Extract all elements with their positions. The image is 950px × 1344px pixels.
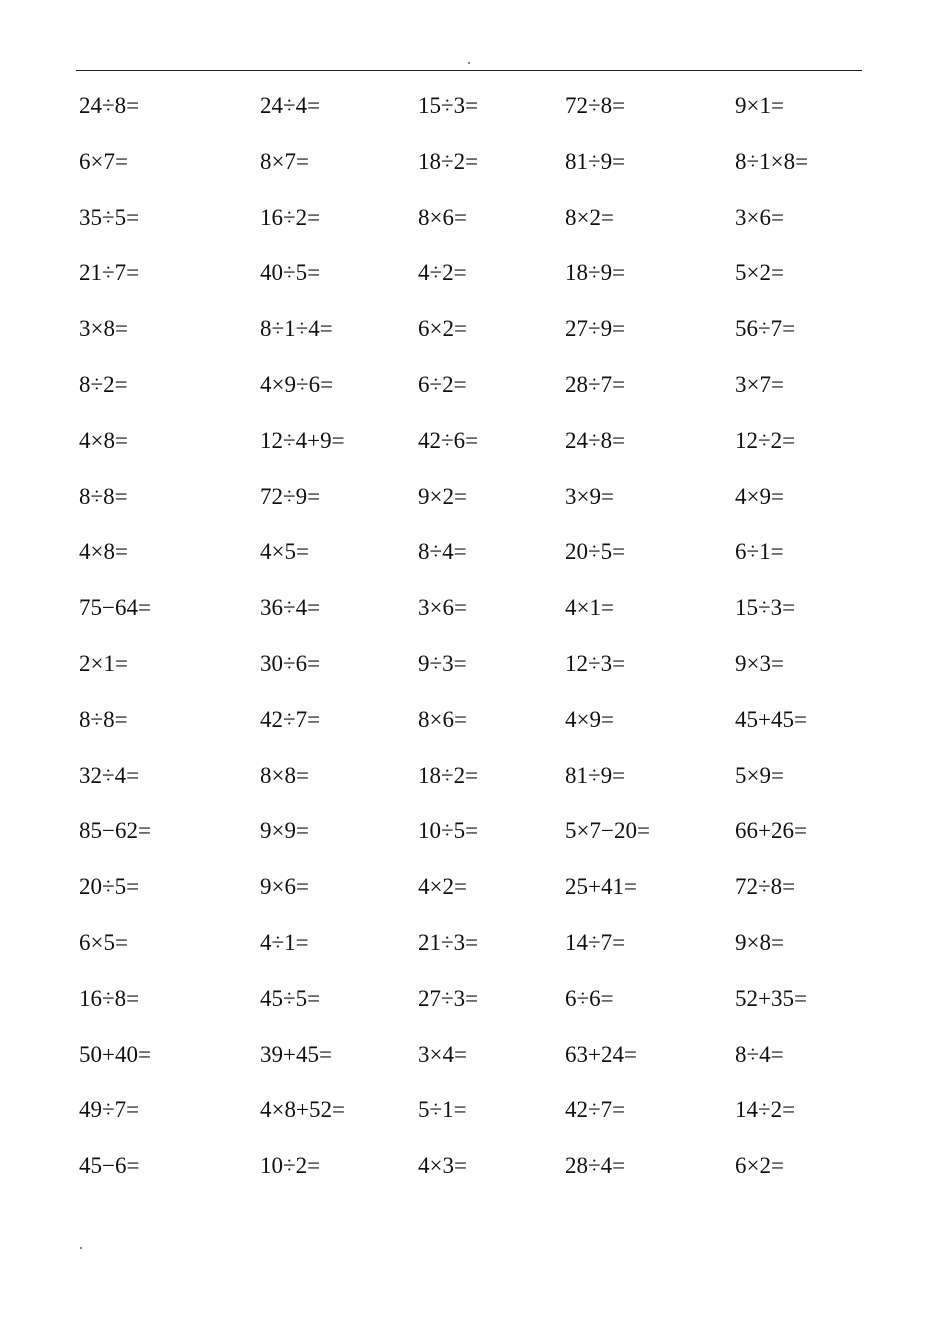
arithmetic-problem: 39+45=: [260, 1041, 332, 1067]
arithmetic-problem: 4×9÷6=: [260, 371, 334, 397]
worksheet-row: [0, 78, 950, 134]
arithmetic-problem: 9÷3=: [418, 650, 467, 676]
arithmetic-problem: 8÷4=: [735, 1041, 784, 1067]
arithmetic-problem: 2×1=: [79, 650, 128, 676]
worksheet-grid: [0, 78, 950, 1194]
arithmetic-problem: 32÷4=: [79, 762, 140, 788]
arithmetic-problem: 12÷3=: [565, 650, 626, 676]
worksheet-row: [0, 1027, 950, 1083]
arithmetic-problem: 9×9=: [260, 818, 309, 844]
arithmetic-problem: 36÷4=: [260, 595, 321, 621]
arithmetic-problem: 20÷5=: [79, 874, 140, 900]
arithmetic-problem: 3×8=: [79, 316, 128, 342]
arithmetic-problem: 4×9=: [735, 483, 784, 509]
arithmetic-problem: 6×7=: [79, 148, 128, 174]
arithmetic-problem: 35÷5=: [79, 204, 140, 230]
arithmetic-problem: 6×2=: [418, 316, 467, 342]
arithmetic-problem: 24÷4=: [260, 93, 321, 118]
worksheet-row: [0, 748, 950, 804]
arithmetic-problem: 24÷8=: [565, 427, 626, 453]
arithmetic-problem: 3×6=: [418, 595, 467, 621]
arithmetic-problem: 18÷2=: [418, 762, 479, 788]
arithmetic-problem: 4×8=: [79, 539, 128, 565]
arithmetic-problem: 18÷9=: [565, 260, 626, 286]
arithmetic-problem: 85−62=: [79, 818, 151, 844]
arithmetic-problem: 45+45=: [735, 706, 807, 732]
arithmetic-problem: 6×2=: [735, 1153, 784, 1179]
arithmetic-problem: 6÷2=: [418, 371, 467, 397]
arithmetic-problem: 15÷3=: [735, 595, 796, 621]
arithmetic-problem: 75−64=: [79, 595, 151, 621]
page-dot-bottom: [80, 1247, 82, 1249]
arithmetic-problem: 27÷9=: [565, 316, 626, 342]
arithmetic-problem: 5÷1=: [418, 1097, 467, 1123]
arithmetic-problem: 4×3=: [418, 1153, 467, 1179]
arithmetic-problem: 24÷8=: [79, 93, 140, 118]
arithmetic-problem: 9×3=: [735, 650, 784, 676]
arithmetic-problem: 15÷3=: [418, 93, 479, 118]
arithmetic-problem: 21÷3=: [418, 929, 479, 955]
arithmetic-problem: 9×2=: [418, 483, 467, 509]
worksheet-row: [0, 915, 950, 971]
arithmetic-problem: 12÷4+9=: [260, 427, 345, 453]
arithmetic-problem: 5×9=: [735, 762, 784, 788]
arithmetic-problem: 8×8=: [260, 762, 309, 788]
worksheet-row: [0, 1082, 950, 1138]
arithmetic-problem: 6×5=: [79, 929, 128, 955]
arithmetic-problem: 28÷7=: [565, 371, 626, 397]
arithmetic-problem: 5×7−20=: [565, 818, 650, 844]
arithmetic-problem: 8÷8=: [79, 706, 128, 732]
arithmetic-problem: 63+24=: [565, 1041, 637, 1067]
arithmetic-problem: 3×4=: [418, 1041, 467, 1067]
arithmetic-problem: 4×8+52=: [260, 1097, 345, 1123]
arithmetic-problem: 28÷4=: [565, 1153, 626, 1179]
arithmetic-problem: 4÷2=: [418, 260, 467, 286]
arithmetic-problem: 9×8=: [735, 929, 784, 955]
arithmetic-problem: 45÷5=: [260, 985, 321, 1011]
arithmetic-problem: 42÷6=: [418, 427, 479, 453]
arithmetic-problem: 14÷7=: [565, 929, 626, 955]
arithmetic-problem: 8÷1÷4=: [260, 316, 333, 342]
arithmetic-problem: 72÷8=: [735, 874, 796, 900]
arithmetic-problem: 81÷9=: [565, 148, 626, 174]
arithmetic-problem: 40÷5=: [260, 260, 321, 286]
arithmetic-problem: 30÷6=: [260, 650, 321, 676]
arithmetic-problem: 50+40=: [79, 1041, 151, 1067]
arithmetic-problem: 10÷5=: [418, 818, 479, 844]
arithmetic-problem: 8×6=: [418, 204, 467, 230]
arithmetic-problem: 45−6=: [79, 1153, 140, 1179]
arithmetic-problem: 6÷1=: [735, 539, 784, 565]
arithmetic-problem: 8÷1×8=: [735, 148, 809, 174]
arithmetic-problem: 3×6=: [735, 204, 784, 230]
arithmetic-problem: 56÷7=: [735, 316, 796, 342]
worksheet-row: [0, 469, 950, 525]
arithmetic-problem: 25+41=: [565, 874, 637, 900]
arithmetic-problem: 42÷7=: [260, 706, 321, 732]
arithmetic-problem: 4×9=: [565, 706, 614, 732]
worksheet-row: [0, 413, 950, 469]
arithmetic-problem: 3×9=: [565, 483, 614, 509]
arithmetic-problem: 81÷9=: [565, 762, 626, 788]
arithmetic-problem: 4÷1=: [260, 929, 309, 955]
arithmetic-problem: 8×2=: [565, 204, 614, 230]
worksheet-row: [0, 357, 950, 413]
arithmetic-problem: 8÷8=: [79, 483, 128, 509]
worksheet-row: [0, 803, 950, 859]
arithmetic-problem: 4×8=: [79, 427, 128, 453]
header-rule: [76, 70, 862, 71]
worksheet-row: [0, 971, 950, 1027]
arithmetic-problem: 8×6=: [418, 706, 467, 732]
page-dot-top: [468, 62, 470, 64]
arithmetic-problem: 3×7=: [735, 371, 784, 397]
arithmetic-problem: 4×5=: [260, 539, 309, 565]
arithmetic-problem: 16÷2=: [260, 204, 321, 230]
arithmetic-problem: 21÷7=: [79, 260, 140, 286]
arithmetic-problem: 14÷2=: [735, 1097, 796, 1123]
arithmetic-problem: 8÷4=: [418, 539, 467, 565]
arithmetic-problem: 16÷8=: [79, 985, 140, 1011]
arithmetic-problem: 4×1=: [565, 595, 614, 621]
worksheet-row: [0, 1138, 950, 1194]
arithmetic-problem: 10÷2=: [260, 1153, 321, 1179]
arithmetic-problem: 12÷2=: [735, 427, 796, 453]
arithmetic-problem: 8÷2=: [79, 371, 128, 397]
arithmetic-problem: 72÷8=: [565, 93, 626, 118]
worksheet-row: [0, 245, 950, 301]
worksheet-row: [0, 692, 950, 748]
arithmetic-problem: 27÷3=: [418, 985, 479, 1011]
arithmetic-problem: 42÷7=: [565, 1097, 626, 1123]
worksheet-row: [0, 636, 950, 692]
worksheet-row: [0, 301, 950, 357]
arithmetic-problem: 18÷2=: [418, 148, 479, 174]
worksheet-row: [0, 190, 950, 246]
worksheet-row: [0, 134, 950, 190]
arithmetic-problem: 72÷9=: [260, 483, 321, 509]
arithmetic-problem: 66+26=: [735, 818, 807, 844]
arithmetic-problem: 52+35=: [735, 985, 807, 1011]
arithmetic-problem: 20÷5=: [565, 539, 626, 565]
arithmetic-problem: 9×1=: [735, 93, 784, 118]
arithmetic-problem: 49÷7=: [79, 1097, 140, 1123]
worksheet-row: [0, 524, 950, 580]
worksheet-row: [0, 580, 950, 636]
arithmetic-problem: 5×2=: [735, 260, 784, 286]
worksheet-row: [0, 859, 950, 915]
arithmetic-problem: 9×6=: [260, 874, 309, 900]
arithmetic-problem: 8×7=: [260, 148, 309, 174]
arithmetic-problem: 6÷6=: [565, 985, 614, 1011]
arithmetic-problem: 4×2=: [418, 874, 467, 900]
